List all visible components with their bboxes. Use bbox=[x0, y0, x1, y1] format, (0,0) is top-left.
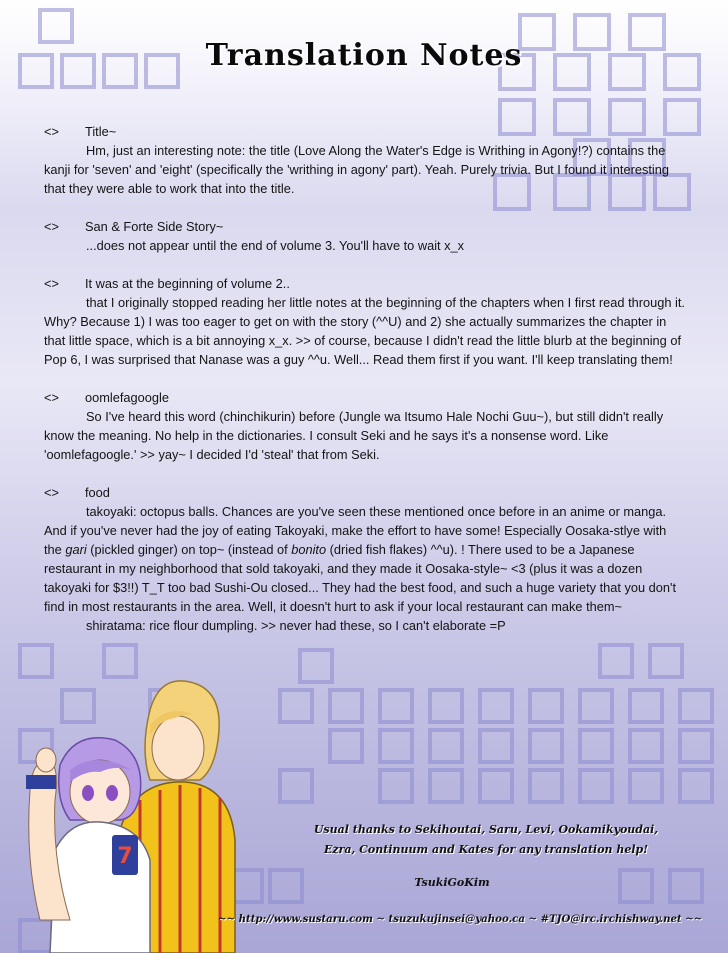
note-bullet: <> bbox=[44, 485, 59, 500]
note-oomlefagoogle bbox=[44, 388, 686, 464]
note-heading: oomlefagoogle bbox=[85, 390, 169, 405]
background-square bbox=[530, 690, 562, 722]
background-square bbox=[380, 770, 412, 802]
background-square bbox=[480, 730, 512, 762]
note-food bbox=[44, 483, 686, 635]
background-square bbox=[580, 690, 612, 722]
note-heading: Title~ bbox=[85, 124, 117, 139]
background-square bbox=[270, 870, 302, 902]
background-square bbox=[630, 730, 662, 762]
background-square bbox=[280, 770, 312, 802]
note-bullet: <> bbox=[44, 219, 59, 234]
takoyaki-text-b: (pickled ginger) on top~ (instead of bbox=[86, 542, 292, 557]
background-square bbox=[300, 650, 332, 682]
manga-character-illustration bbox=[0, 670, 240, 953]
page-title: Translation Notes bbox=[205, 38, 523, 73]
background-square bbox=[580, 730, 612, 762]
background-square bbox=[430, 730, 462, 762]
background-square bbox=[680, 770, 712, 802]
background-square bbox=[330, 730, 362, 762]
background-square bbox=[530, 730, 562, 762]
background-square bbox=[380, 690, 412, 722]
thanks-line-2: Ezra, Continuum and Kates for any translation help! bbox=[323, 843, 649, 856]
background-square bbox=[580, 770, 612, 802]
note-text: So I've heard this word (chinchikurin) before (Jungle wa Itsumo Hale Nochi Guu~), but still didn't really know the meaning. No help in the dictionaries. I consult Seki and he says it's a nonsense word. Like 'oomlefagoogle.' >> yay~ I decided I'd 'steal' that from Seki. bbox=[44, 409, 664, 462]
note-bullet: <> bbox=[44, 390, 59, 405]
shiratama-text: shiratama: rice flour dumpling. >> never had these, so I can't elaborate =P bbox=[86, 618, 506, 633]
background-square bbox=[670, 870, 702, 902]
background-square bbox=[680, 690, 712, 722]
thanks-credits bbox=[276, 820, 696, 860]
note-heading: San & Forte Side Story~ bbox=[85, 219, 224, 234]
background-square bbox=[330, 690, 362, 722]
jersey-number: 7 bbox=[117, 844, 133, 869]
background-square bbox=[630, 770, 662, 802]
note-text: Hm, just an interesting note: the title (Love Along the Water's Edge is Writhing in Agony!?) contains the kanji for 'seven' and 'eight' (specifically the 'writhing in agony' part). Yeah. Purely trivia. But I found it interesting that they were able to work that into the title. bbox=[44, 143, 669, 196]
note-bullet: <> bbox=[44, 276, 59, 291]
gari-term: gari bbox=[65, 542, 87, 557]
note-volume-2 bbox=[44, 274, 686, 369]
background-square bbox=[480, 690, 512, 722]
note-text: that I originally stopped reading her little notes at the beginning of the chapters when I first read through it. Why? Because 1) I was too eager to get on with the story (^^U) and 2) she actually summarizes the chapter in that little space, which is a bit annoying x_x. >> of course, because I didn't read the little blurb at the beginning of Pop 6, I was surprised that Nanase was a guy ^^u. Well... Read them first if you want. I'll keep translating them! bbox=[44, 295, 685, 367]
note-title bbox=[44, 122, 686, 198]
background-square bbox=[430, 690, 462, 722]
note-side-story bbox=[44, 217, 686, 255]
background-square bbox=[380, 730, 412, 762]
translator-signature: TsukiGoKim bbox=[414, 876, 490, 889]
background-square bbox=[630, 690, 662, 722]
note-heading: food bbox=[85, 485, 110, 500]
contact-links: ~~ http://www.sustaru.com ~ tsuzukujinsei@yahoo.ca ~ #TJO@irc.irchishway.net ~~ bbox=[218, 913, 703, 925]
takoyaki-text-a: takoyaki: octopus balls. Chances are you've seen these mentioned once before in an anime or manga. And if you've never had the joy of eating Takoyaki, make the effort to have some! Especially Oosaka-stlye with the bbox=[44, 504, 667, 557]
background-square bbox=[530, 770, 562, 802]
background-square bbox=[430, 770, 462, 802]
bonito-term: bonito bbox=[291, 542, 327, 557]
background-square bbox=[280, 690, 312, 722]
note-text: ...does not appear until the end of volume 3. You'll have to wait x_x bbox=[86, 238, 465, 253]
thanks-line-1: Usual thanks to Sekihoutai, Saru, Levi, Ookamikyoudai, bbox=[313, 823, 659, 836]
background-square bbox=[480, 770, 512, 802]
takoyaki-text-c: (dried fish flakes) ^^u). ! There used to be a Japanese restaurant in my neighborhood that sold takoyaki, and they made it Oosaka-style~ <3 (plus it was a dozen takoyaki for $3!!) T_T too bad Sushi-Ou closed... They had the best food, and such a huge variety that you don't find in most restaurants in the area. Well, it doesn't hurt to ask if your local restaurant can make them~ bbox=[44, 542, 677, 614]
note-heading: It was at the beginning of volume 2.. bbox=[85, 276, 290, 291]
note-bullet: <> bbox=[44, 124, 59, 139]
notes-body bbox=[44, 122, 686, 654]
background-square bbox=[620, 870, 652, 902]
background-square bbox=[680, 730, 712, 762]
